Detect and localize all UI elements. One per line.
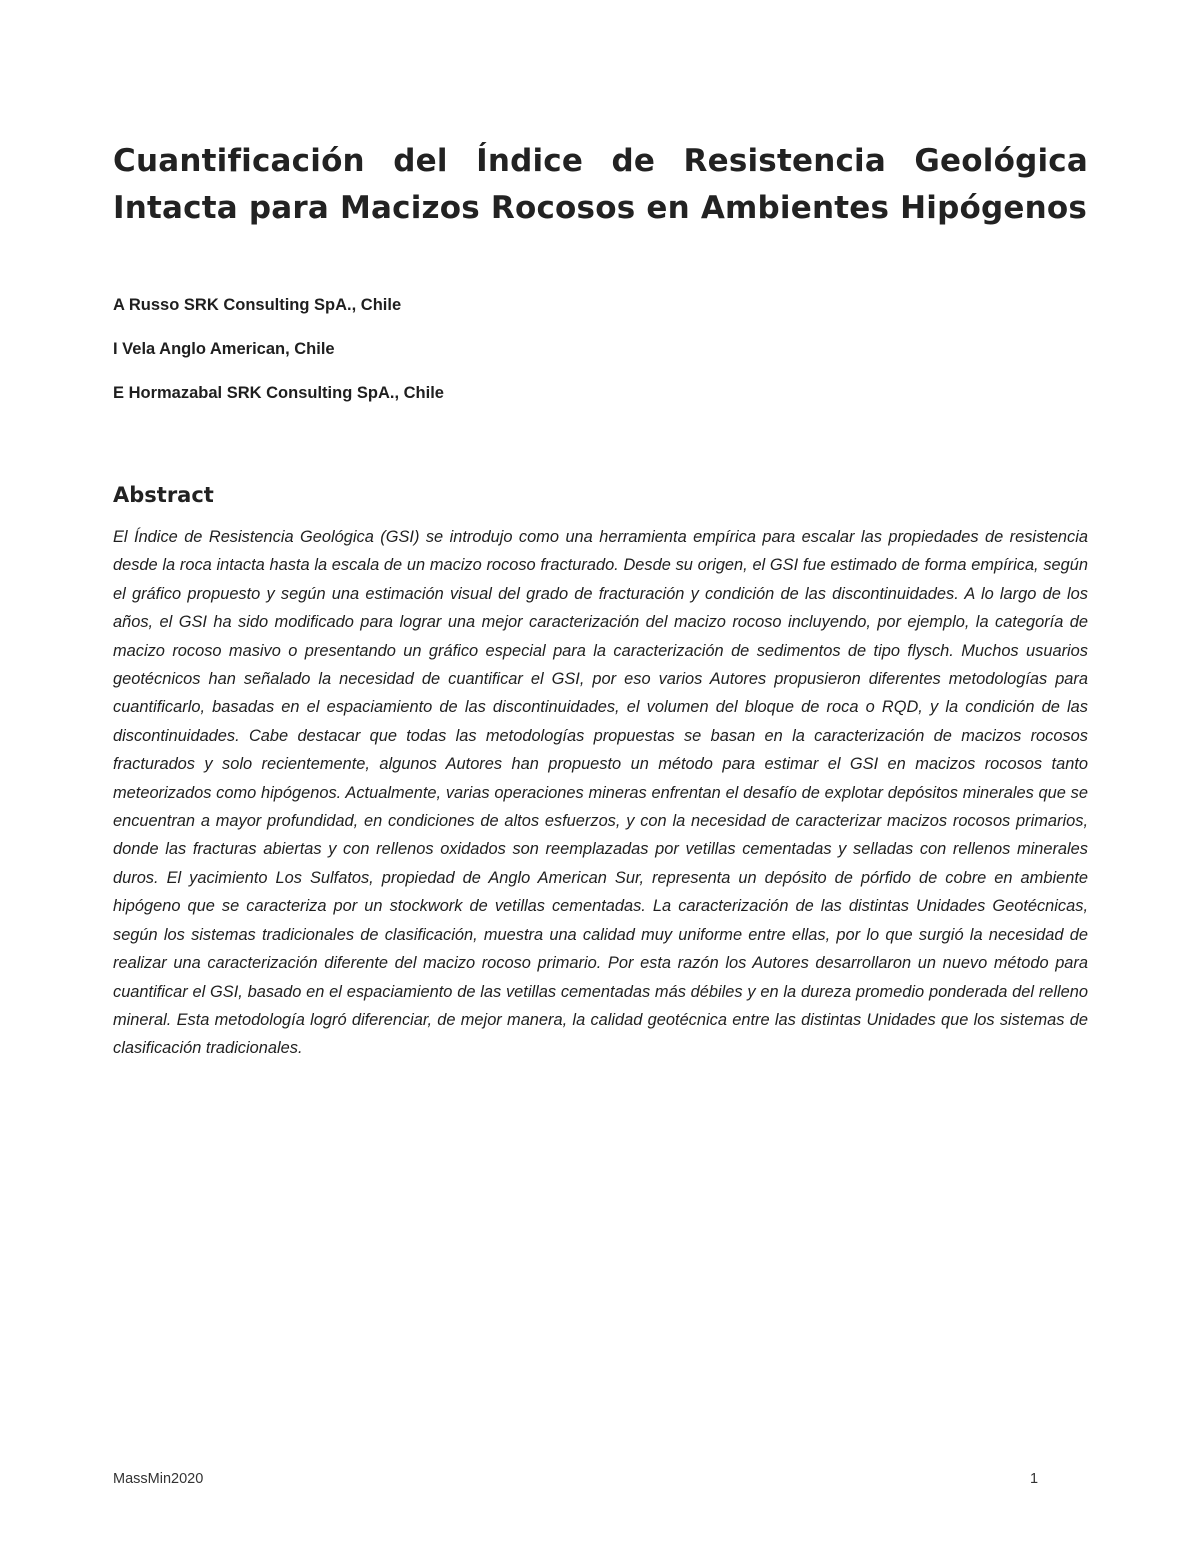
abstract-body: El Índice de Resistencia Geológica (GSI) se introdujo como una herramienta empírica para escalar las propiedades de resistencia desde la roca intacta hasta la escala de un macizo rocoso fracturado. Desde su origen, el GSI fue estimado de forma empírica, según el gráfico propuesto y según una estimación visual del grado de fracturación y condición de las discontinuidades. A lo largo de los años, el GSI ha sido modificado para lograr una mejor caracterización del macizo rocoso incluyendo, por ejemplo, la categoría de macizo rocoso masivo o presentando un gráfico especial para la caracterización de sedimentos de tipo flysch. Muchos usuarios geotécnicos han señalado la necesidad de cuantificar el GSI, por eso varios Autores propusieron diferentes metodologías para cuantificarlo, basadas en el espaciamiento de las discontinuidades, el volumen del bloque de roca o RQD, y la condición de las discontinuidades. Cabe destacar que todas las metodologías propuestas se basan en la caracterización de macizos rocosos fracturados y solo recientemente, algunos Autores han propuesto un método para estimar el GSI en macizos rocosos tanto meteorizados como hipógenos. Actualmente, varias operaciones mineras enfrentan el desafío de explotar depósitos minerales que se encuentran a mayor profundidad, en condiciones de altos esfuerzos, y con la necesidad de caracterizar macizos rocosos primarios, donde las fracturas abiertas y con rellenos oxidados son reemplazadas por vetillas cementadas y selladas con rellenos minerales duros. El yacimiento Los Sulfatos, propiedad de Anglo American Sur, representa un depósito de pórfido de cobre en ambiente hipógeno que se caracteriza por un stockwork de vetillas cementadas. La caracterización de las distintas Unidades Geotécnicas, según los sistemas tradicionales de clasificación, muestra una calidad muy uniforme entre ellas, por lo que surgió la necesidad de realizar una caracterización diferente del macizo rocoso primario. Por esta razón los Autores desarrollaron un nuevo método para cuantificar el GSI, basado en el espaciamiento de las vetillas cementadas más débiles y en la dureza promedio ponderada del relleno mineral. Esta metodología logró diferenciar, de mejor manera, la calidad geotécnica entre las distintas Unidades que los sistemas de clasificación tradicionales. (113, 528, 1088, 1058)
author-line: E Hormazabal SRK Consulting SpA., Chile (113, 384, 444, 402)
footer-conference-label: MassMin2020 (113, 1471, 204, 1487)
page-number: 1 (1030, 1471, 1039, 1487)
author-line: A Russo SRK Consulting SpA., Chile (113, 296, 402, 314)
abstract-heading: Abstract (113, 483, 214, 507)
author-line: I Vela Anglo American, Chile (113, 340, 335, 358)
author-list (113, 293, 1088, 425)
paper-title: Cuantificación del Índice de Resistencia Geológica Intacta para Macizos Rocosos en Ambientes Hipógenos (113, 143, 1088, 226)
